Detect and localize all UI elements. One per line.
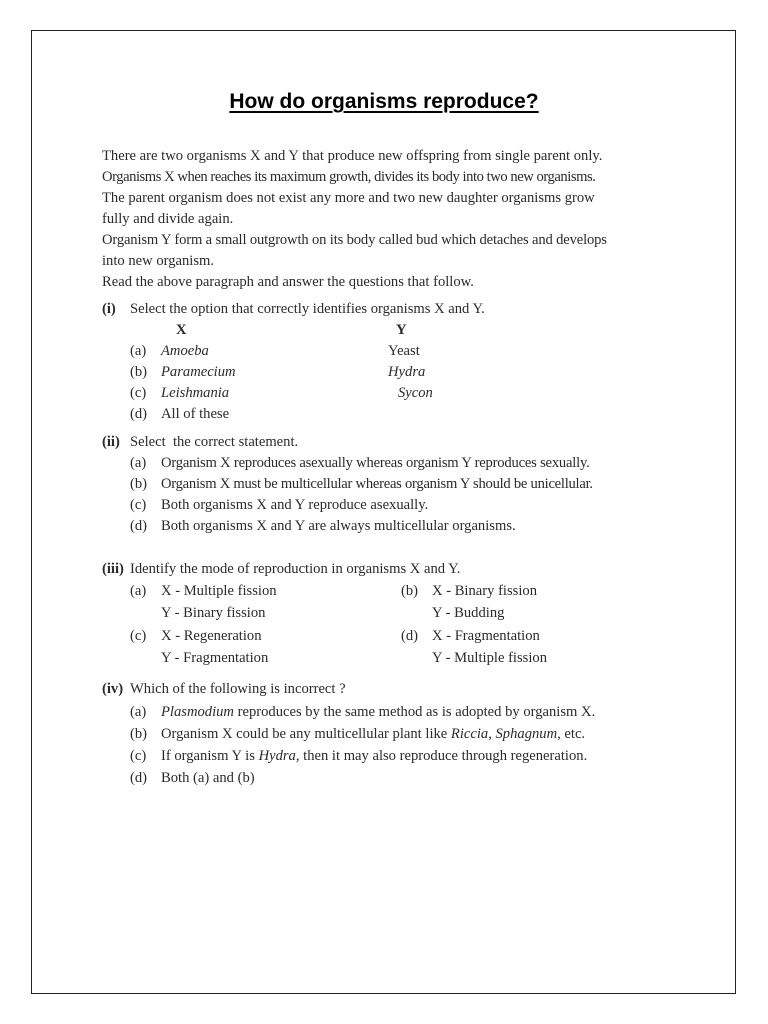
passage-line: Read the above paragraph and answer the questions that follow. xyxy=(102,274,474,290)
question-text: Select the correct statement. xyxy=(130,434,299,450)
option-label: (a) xyxy=(130,704,147,720)
question-text: Select the option that correctly identifies organisms X and Y. xyxy=(130,301,485,317)
option-label: (d) xyxy=(401,628,419,644)
option-row-ab xyxy=(102,581,672,626)
option-italic-term: Riccia xyxy=(450,726,489,742)
option-x: Amoeba xyxy=(161,343,209,359)
option-c xyxy=(130,626,268,669)
option-italic-term: Sphagnum xyxy=(495,726,558,742)
option-label: (a) xyxy=(130,455,147,471)
option-label: (b) xyxy=(130,476,148,492)
option-label: (b) xyxy=(130,726,148,742)
option-text: Organism X reproduces asexually whereas organism Y reproduces sexually. xyxy=(161,455,590,471)
column-headers xyxy=(102,320,672,341)
option-text: Organism X must be multicellular whereas organism Y should be unicellular. xyxy=(161,476,593,492)
column-header-x: X xyxy=(176,322,187,338)
option-b xyxy=(102,362,672,383)
passage-line: fully and divide again. xyxy=(102,211,234,227)
option-b xyxy=(102,724,672,745)
option-text-mid: reproduces by the same method as is adopted by organism X. xyxy=(233,704,596,720)
passage-line: Organisms X when reaches its maximum growth, divides its body into two new organisms. xyxy=(102,169,596,185)
option-italic-term: Plasmodium xyxy=(161,704,234,720)
option-label: (a) xyxy=(130,583,147,599)
option-a xyxy=(130,581,277,624)
question-2 xyxy=(102,432,672,537)
question-4-stem xyxy=(102,679,672,700)
option-x: X - Binary fission xyxy=(432,583,537,599)
option-y: Y - Fragmentation xyxy=(161,650,269,666)
option-x: Leishmania xyxy=(161,385,230,401)
option-label: (a) xyxy=(130,343,147,359)
option-d xyxy=(102,516,672,537)
option-y: Y - Binary fission xyxy=(161,605,266,621)
option-b xyxy=(102,474,672,495)
option-x: Paramecium xyxy=(161,364,236,380)
option-x: X - Multiple fission xyxy=(161,583,277,599)
option-label: (b) xyxy=(401,583,419,599)
option-x: All of these xyxy=(161,406,230,422)
question-3 xyxy=(102,559,672,671)
option-b xyxy=(401,581,537,624)
option-text-pre: Organism X could be any multicellular plant like xyxy=(161,726,451,742)
question-2-stem xyxy=(102,432,672,453)
question-number: (i) xyxy=(102,301,116,317)
passage xyxy=(102,146,672,293)
page-title: How do organisms reproduce? xyxy=(229,90,539,113)
question-3-stem xyxy=(102,559,672,580)
passage-line: Organism Y form a small outgrowth on its body called bud which detaches and develops xyxy=(102,232,607,248)
option-italic-term: Hydra xyxy=(258,748,296,764)
option-d xyxy=(401,626,547,669)
option-c xyxy=(102,383,672,404)
worksheet-content xyxy=(102,146,672,789)
option-x: X - Regeneration xyxy=(161,628,262,644)
option-text: Both organisms X and Y are always multicellular organisms. xyxy=(161,518,516,534)
option-d xyxy=(102,768,672,789)
option-d xyxy=(102,404,672,425)
option-label: (d) xyxy=(130,770,148,786)
option-text-mid: , xyxy=(488,726,496,742)
question-number: (iv) xyxy=(102,681,124,697)
option-y: Y - Budding xyxy=(432,605,505,621)
option-label: (c) xyxy=(130,385,147,401)
option-a xyxy=(102,453,672,474)
option-y: Sycon xyxy=(398,385,433,401)
option-label: (c) xyxy=(130,628,147,644)
option-label: (c) xyxy=(130,497,147,513)
option-x: X - Fragmentation xyxy=(432,628,540,644)
option-c xyxy=(102,746,672,767)
option-y: Hydra xyxy=(388,364,426,380)
option-c xyxy=(102,495,672,516)
question-number: (ii) xyxy=(102,434,120,450)
passage-line: There are two organisms X and Y that produce new offspring from single parent only. xyxy=(102,148,603,164)
option-y: Y - Multiple fission xyxy=(432,650,547,666)
passage-line: The parent organism does not exist any more and two new daughter organisms grow xyxy=(102,190,595,206)
question-number: (iii) xyxy=(102,561,124,577)
option-label: (d) xyxy=(130,406,148,422)
question-1-stem xyxy=(102,299,672,320)
option-text-mid: , then it may also reproduce through regeneration. xyxy=(295,748,588,764)
option-text-post: , etc. xyxy=(557,726,586,742)
option-a xyxy=(102,702,672,723)
passage-line: into new organism. xyxy=(102,253,215,269)
option-text-pre: If organism Y is xyxy=(161,748,259,764)
question-text: Which of the following is incorrect ? xyxy=(130,681,346,697)
question-1 xyxy=(102,299,672,425)
option-label: (d) xyxy=(130,518,148,534)
column-header-y: Y xyxy=(396,322,407,338)
option-text-pre: Both (a) and (b) xyxy=(161,770,255,786)
option-a xyxy=(102,341,672,362)
option-label: (b) xyxy=(130,364,148,380)
option-y: Yeast xyxy=(388,343,420,359)
question-text: Identify the mode of reproduction in organisms X and Y. xyxy=(130,561,461,577)
option-label: (c) xyxy=(130,748,147,764)
question-4 xyxy=(102,679,672,789)
option-row-cd xyxy=(102,626,672,671)
option-text: Both organisms X and Y reproduce asexually. xyxy=(161,497,429,513)
